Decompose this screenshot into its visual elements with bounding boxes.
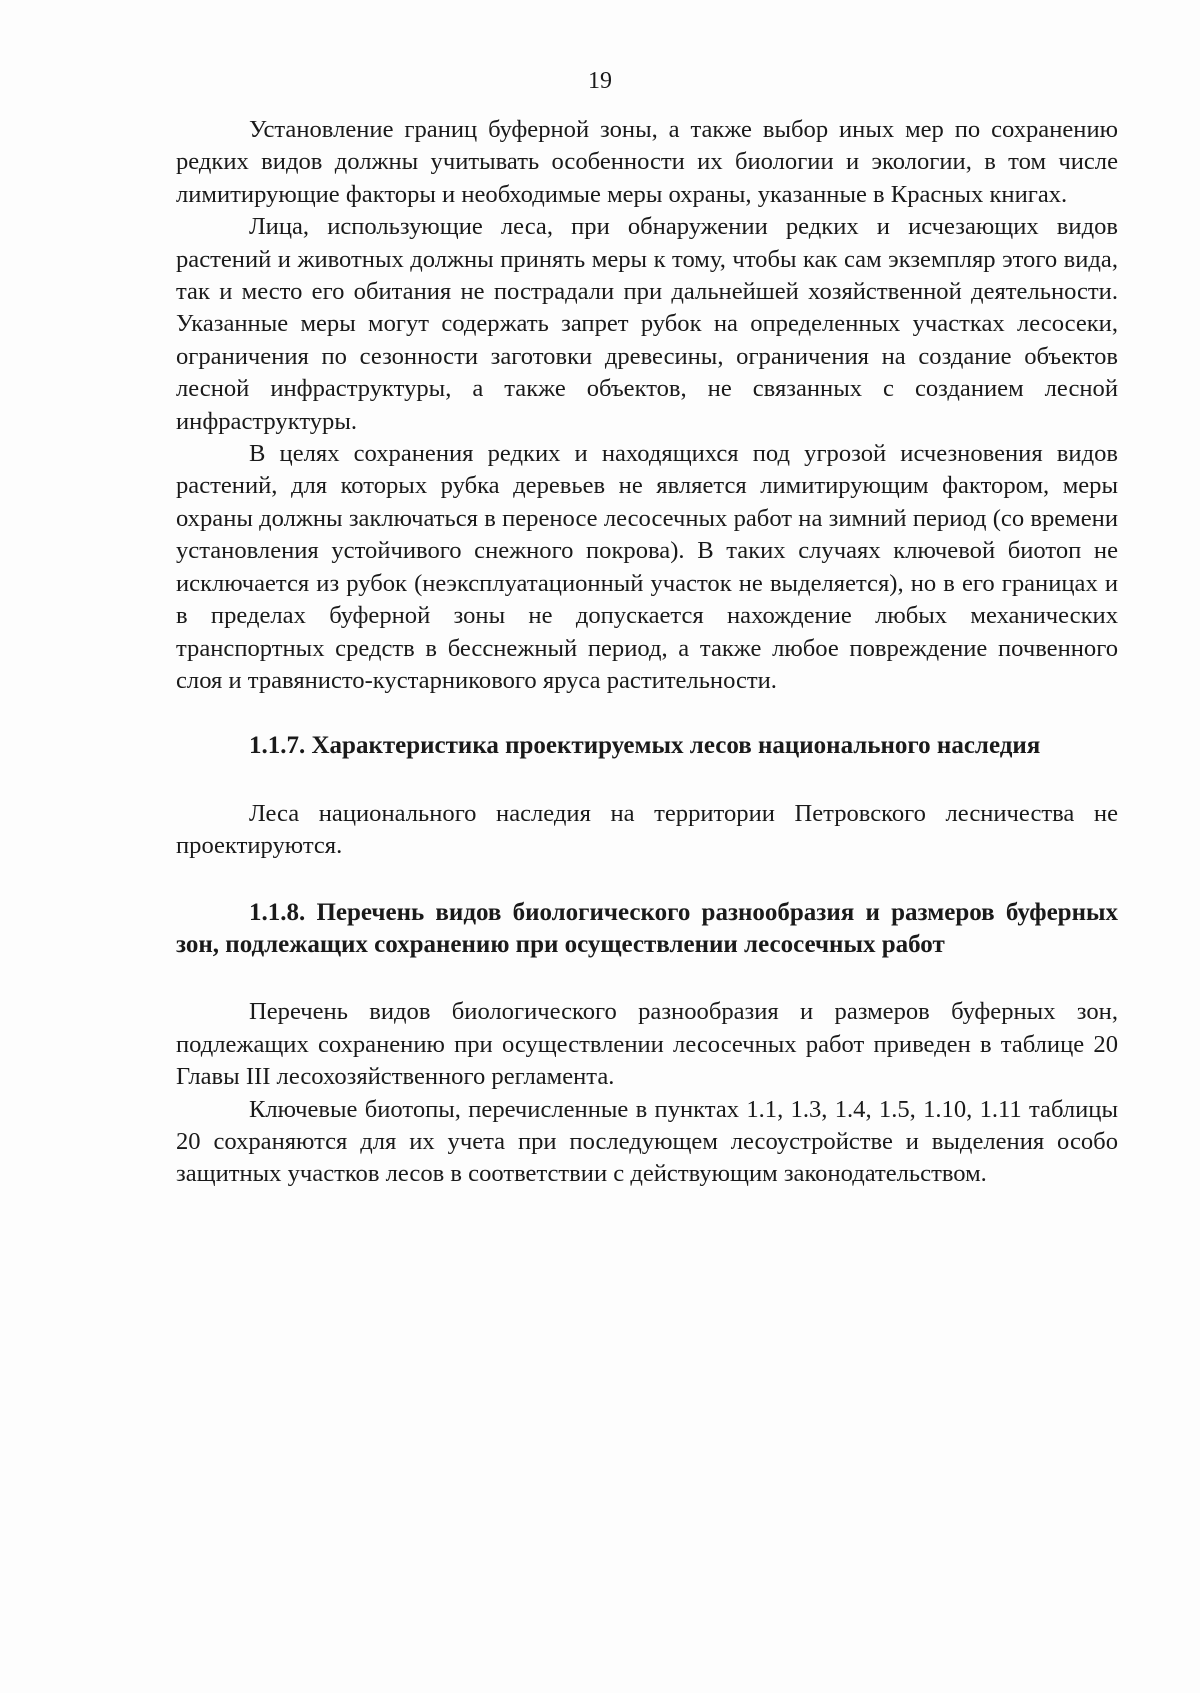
section-heading-1-1-8: 1.1.8. Перечень видов биологического разнообразия и размеров буферных зон, подлежащих сохранению при осуществлении лесосечных работ: [176, 898, 1118, 958]
paragraph-rare-species-protection: В целях сохранения редких и находящихся под угрозой исчезновения видов растений, для которых рубка деревьев не является лимитирующим фактором, меры охраны должны заключаться в переносе лесосечных работ на зимний период (со времени установления устойчивого снежного покрова). В таких случаях ключевой биотоп не исключается из рубок (неэксплуатационный участок не выделяется), но в его границах и в пределах буферной зоны не допускается нахождение любых механических транспортных средств в бесснежный период, а также любое повреждение почвенного слоя и травянисто-кустарникового яруса растительности.: [176, 440, 1118, 694]
paragraph-national-heritage-forests: Леса национального наследия на территории Петровского лесничества не проектируются.: [176, 799, 1118, 860]
paragraph-biodiversity-list: Перечень видов биологического разнообразия и размеров буферных зон, подлежащих сохранению при осуществлении лесосечных работ приведен в таблице 20 Главы III лесохозяйственного регламента.: [176, 998, 1118, 1091]
document-body: [176, 114, 1118, 1191]
paragraph-forest-users-measures: Лица, использующие леса, при обнаружении редких и исчезающих видов растений и животных должны принять меры к тому, чтобы как сам экземпляр этого вида, так и место его обитания не пострадали при дальнейшей хозяйственной деятельности. Указанные меры могут содержать запрет рубок на определенных участках лесосеки, ограничения по сезонности заготовки древесины, ограничения на создание объектов лесной инфраструктуры, а также объектов, не связанных с созданием лесной инфраструктуры.: [176, 213, 1118, 435]
paragraph-buffer-zone-boundaries: Установление границ буферной зоны, а также выбор иных мер по сохранению редких видов должны учитывать особенности их биологии и экологии, в том числе лимитирующие факторы и необходимые меры охраны, указанные в Красных книгах.: [176, 116, 1118, 208]
page-number: 19: [588, 68, 612, 94]
section-heading-1-1-7: 1.1.7. Характеристика проектируемых лесов национального наследия: [249, 732, 1041, 760]
paragraph-key-biotopes: Ключевые биотопы, перечисленные в пунктах 1.1, 1.3, 1.4, 1.5, 1.10, 1.11 таблицы 20 сохраняются для их учета при последующем лесоустройстве и выделения особо защитных участков лесов в соответствии с действующим законодательством.: [176, 1095, 1118, 1188]
